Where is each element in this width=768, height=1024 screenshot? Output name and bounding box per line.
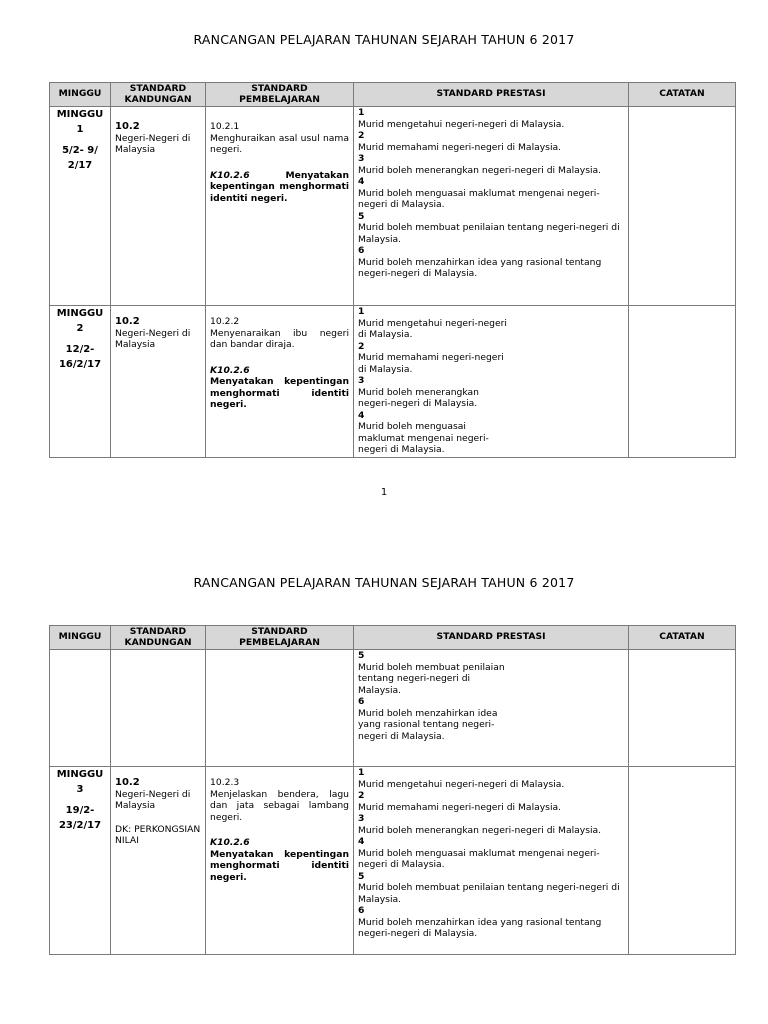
sk-code: 10.2 — [115, 121, 140, 132]
header-catatan: CATATAN — [629, 83, 736, 107]
prestasi-item: 4 Murid boleh menguasai maklumat mengenai negeri-negeri di Malaysia. — [358, 409, 489, 455]
k-text: Menyatakan kepentingan menghormati identiti negeri. — [210, 848, 349, 883]
standard-prestasi-cell — [354, 767, 629, 955]
standard-kandungan-cell — [111, 306, 206, 458]
week-cell — [50, 107, 111, 306]
standard-kandungan-cell — [111, 650, 206, 767]
k-text: Menyatakan kepentingan menghormati identiti negeri. — [210, 169, 349, 204]
prestasi-item: 1 Murid mengetahui negeri-negeri di Malaysia. — [358, 767, 565, 790]
prestasi-item: 5 Murid boleh membuat penilaian tentang negeri-negeri di Malaysia. — [358, 210, 620, 245]
week-cell — [50, 306, 111, 458]
lesson-plan-table — [49, 82, 736, 458]
table-row — [50, 767, 736, 955]
prestasi-item: 6 Murid boleh menzahirkan idea yang rasional tentang negeri-negeri di Malaysia. — [358, 245, 602, 279]
k-code: K10.2.6 — [210, 837, 250, 848]
header-standard-kandungan: STANDARD KANDUNGAN — [111, 83, 206, 107]
standard-kandungan-cell — [111, 107, 206, 306]
catatan-cell — [629, 306, 736, 458]
sk-title: Negeri-Negeri di Malaysia — [115, 788, 191, 811]
week-label: MINGGU 1 — [56, 109, 104, 135]
standard-prestasi-cell — [354, 306, 629, 458]
sk-title: Negeri-Negeri di Malaysia — [115, 132, 191, 155]
standard-prestasi-cell — [354, 107, 629, 306]
page-title: RANCANGAN PELAJARAN TAHUNAN SEJARAH TAHUN 6 2017 — [193, 32, 575, 47]
prestasi-item: 3 Murid boleh menerangkan negeri-negeri di Malaysia. — [358, 153, 602, 176]
week-label: MINGGU 3 — [56, 769, 104, 795]
header-standard-kandungan: STANDARD KANDUNGAN — [111, 626, 206, 650]
prestasi-item: 5 Murid boleh membuat penilaian tentang negeri-negeri di Malaysia. — [358, 870, 620, 905]
sp-code: 10.2.2 — [210, 316, 240, 327]
lesson-plan-table — [49, 625, 736, 955]
k-text: Menyatakan kepentingan menghormati identiti negeri. — [210, 376, 349, 410]
sk-code: 10.2 — [115, 316, 140, 327]
sp-text: Menghuraikan asal usul nama negeri. — [210, 132, 349, 155]
standard-pembelajaran-cell — [206, 107, 354, 306]
standard-pembelajaran-cell — [206, 650, 354, 767]
prestasi-item: 3 Murid boleh menerangkan negeri-negeri di Malaysia. — [358, 813, 602, 836]
prestasi-item: 2 Murid memahami negeri-negeri di Malaysia. — [358, 790, 562, 813]
header-catatan: CATATAN — [629, 626, 736, 650]
table-row — [50, 306, 736, 458]
week-dates: 12/2- 16/2/17 — [58, 344, 102, 370]
week-cell — [50, 767, 111, 955]
prestasi-item: 6 Murid boleh menzahirkan idea yang rasional tentang negeri-negeri di Malaysia. — [358, 696, 498, 742]
prestasi-item: 4 Murid boleh menguasai maklumat mengenai negeri-negeri di Malaysia. — [358, 176, 600, 210]
standard-pembelajaran-cell — [206, 306, 354, 458]
standard-pembelajaran-cell — [206, 767, 354, 955]
sp-text: Menjelaskan bendera, lagu dan jata sebagai lambang negeri. — [210, 788, 349, 823]
sk-title: Negeri-Negeri di Malaysia — [115, 327, 191, 350]
prestasi-item: 3 Murid boleh menerangkan negeri-negeri di Malaysia. — [358, 375, 479, 409]
prestasi-item: 1 Murid mengetahui negeri-negeri di Malaysia. — [358, 107, 565, 130]
table-row — [50, 650, 736, 767]
catatan-cell — [629, 767, 736, 955]
sp-code: 10.2.1 — [210, 121, 240, 132]
page-title: RANCANGAN PELAJARAN TAHUNAN SEJARAH TAHUN 6 2017 — [193, 575, 575, 590]
prestasi-item: 5 Murid boleh membuat penilaian tentang negeri-negeri di Malaysia. — [358, 650, 505, 696]
prestasi-item: 4 Murid boleh menguasai maklumat mengenai negeri-negeri di Malaysia. — [358, 836, 600, 870]
header-standard-prestasi: STANDARD PRESTASI — [354, 626, 629, 650]
table-row — [50, 107, 736, 306]
sp-code: 10.2.3 — [210, 777, 240, 788]
week-cell — [50, 650, 111, 767]
sk-code: 10.2 — [115, 777, 140, 788]
k-code: K10.2.6 — [210, 364, 250, 376]
prestasi-item: 6 Murid boleh menzahirkan idea yang rasional tentang negeri-negeri di Malaysia. — [358, 905, 602, 939]
week-dates: 5/2- 9/ 2/17 — [62, 145, 98, 171]
header-standard-prestasi: STANDARD PRESTASI — [354, 83, 629, 107]
k-element — [210, 170, 349, 205]
header-minggu: MINGGU — [50, 626, 111, 650]
sp-text: Menyenaraikan ibu negeri dan bandar diraja. — [210, 327, 349, 350]
week-label: MINGGU 2 — [56, 308, 104, 334]
sk-dk: DK: PERKONGSIAN NILAI — [115, 823, 201, 846]
header-minggu: MINGGU — [50, 83, 111, 107]
k-element — [210, 365, 349, 411]
k-element — [210, 837, 349, 883]
standard-kandungan-cell — [111, 767, 206, 955]
catatan-cell — [629, 650, 736, 767]
prestasi-item: 1 Murid mengetahui negeri-negeri di Malaysia. — [358, 306, 507, 340]
standard-prestasi-cell — [354, 650, 629, 767]
catatan-cell — [629, 107, 736, 306]
header-standard-pembelajaran: STANDARD PEMBELAJARAN — [206, 626, 354, 650]
page-number: 1 — [380, 487, 388, 498]
k-code: K10.2.6 — [210, 169, 250, 181]
week-dates: 19/2- 23/2/17 — [58, 805, 102, 831]
prestasi-item: 2 Murid memahami negeri-negeri di Malaysia. — [358, 130, 562, 153]
prestasi-item: 2 Murid memahami negeri-negeri di Malaysia. — [358, 340, 504, 375]
header-standard-pembelajaran: STANDARD PEMBELAJARAN — [206, 83, 354, 107]
